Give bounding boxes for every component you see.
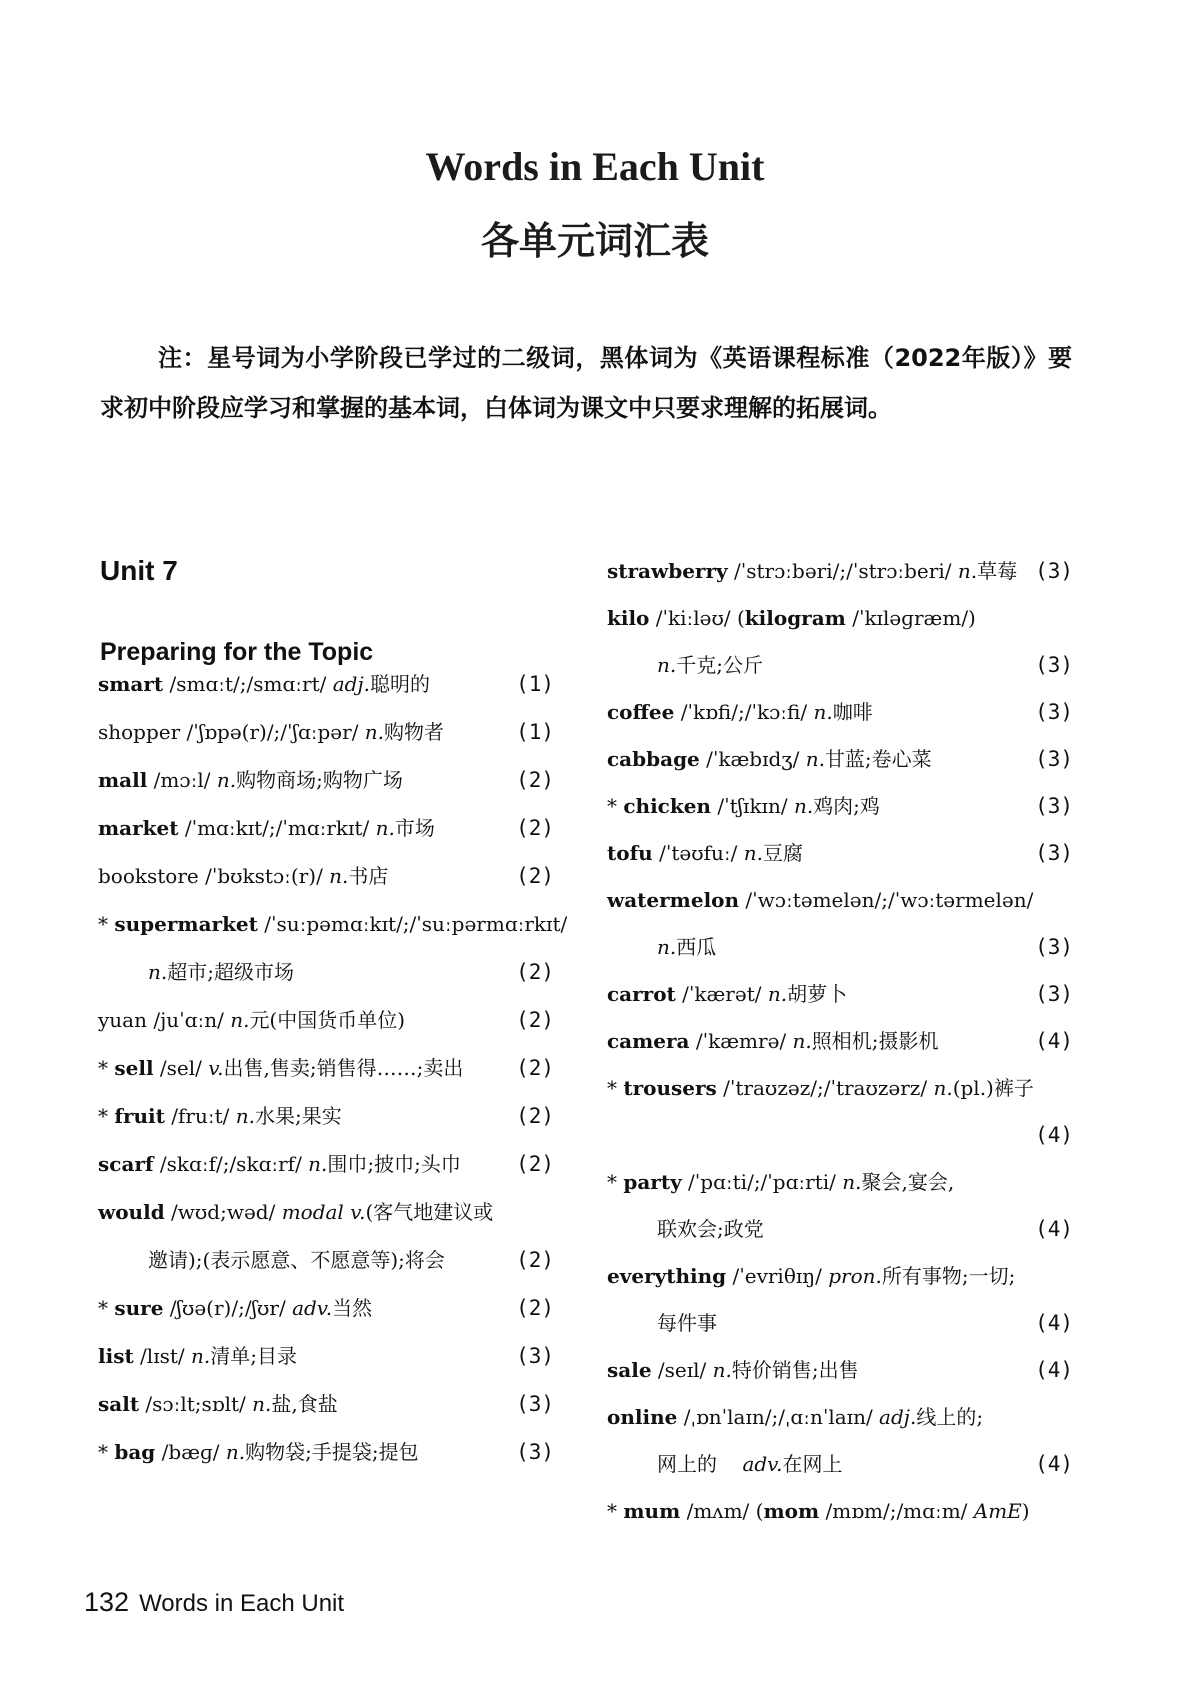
- vocab-entry: salt /sɔːlt;sɒlt/ n.盐,食盐 (3): [98, 1392, 554, 1416]
- page-title-zh: 各单元词汇表: [480, 219, 709, 263]
- vocab-entry-continuation: 邀请);(表示愿意、不愿意等);将会 (2): [148, 1248, 554, 1272]
- vocab-entry: online /ˌɒnˈlaɪn/;/ˌɑːnˈlaɪn/ adj.线上的;: [607, 1405, 984, 1429]
- vocab-entry: tofu /ˈtəʊfuː/ n.豆腐 (3): [607, 841, 1073, 865]
- vocab-entry: yuan /juˈɑːn/ n.元(中国货币单位) (2): [98, 1008, 554, 1032]
- vocab-entry: scarf /skɑːf/;/skɑːrf/ n.围巾;披巾;头巾 (2): [98, 1152, 554, 1176]
- vocab-entry: coffee /ˈkɒfi/;/ˈkɔːfi/ n.咖啡 (3): [607, 700, 1073, 724]
- vocab-entry-continuation: n.千克;公斤 (3): [657, 653, 1073, 677]
- vocab-entry: * sell /sel/ v.出售,售卖;销售得……;卖出 (2): [98, 1056, 554, 1080]
- section-heading: Preparing for the Topic: [100, 638, 374, 666]
- vocab-entry-continuation: 网上的 adv.在网上 (4): [657, 1452, 1073, 1476]
- vocab-entry-continuation: n.西瓜 (3): [657, 935, 1073, 959]
- vocab-entry-continuation: 每件事 (4): [657, 1311, 1073, 1335]
- vocab-entry: * chicken /ˈtʃɪkɪn/ n.鸡肉;鸡 (3): [607, 794, 1073, 818]
- note-paragraph: 注：星号词为小学阶段已学过的二级词，黑体词为《英语课程标准（2022年版）》要求初中阶段应学习和掌握的基本词，白体词为课文中只要求理解的拓展词。: [100, 344, 1072, 422]
- vocab-entry: strawberry /ˈstrɔːbəri/;/ˈstrɔːberi/ n.草莓 (3): [607, 559, 1073, 583]
- vocab-entry: camera /ˈkæmrə/ n.照相机;摄影机 (4): [607, 1029, 1073, 1053]
- vocab-entry: shopper /ˈʃɒpə(r)/;/ˈʃɑːpər/ n.购物者 (1): [98, 720, 554, 744]
- vocab-entry: would /wʊd;wəd/ modal v.(客气地建议或: [98, 1200, 494, 1224]
- vocab-entry: sale /seɪl/ n.特价销售;出售 (4): [607, 1358, 1073, 1382]
- page-footer: [84, 1587, 344, 1618]
- vocab-entry-continuation: 联欢会;政党 (4): [657, 1217, 1073, 1241]
- page-number: 132: [84, 1587, 130, 1617]
- vocab-entry: * sure /ʃʊə(r)/;/ʃʊr/ adv.当然 (2): [98, 1296, 554, 1320]
- page-title-en: Words in Each Unit: [425, 144, 765, 189]
- vocab-entry: * bag /bæɡ/ n.购物袋;手提袋;提包 (3): [98, 1440, 554, 1464]
- unit-heading: Unit 7: [100, 555, 178, 586]
- vocab-entry: smart /smɑːt/;/smɑːrt/ adj.聪明的 (1): [98, 672, 554, 696]
- vocab-entry: carrot /ˈkærət/ n.胡萝卜 (3): [607, 982, 1073, 1006]
- vocab-entry: cabbage /ˈkæbɪdʒ/ n.甘蓝;卷心菜 (3): [607, 747, 1073, 771]
- vocab-entry: * mum /mʌm/ (mom /mɒm/;/mɑːm/ AmE): [607, 1499, 1030, 1523]
- vocab-entry: everything /ˈevriθɪŋ/ pron.所有事物;一切;: [607, 1264, 1016, 1288]
- vocab-entry: watermelon /ˈwɔːtəmelən/;/ˈwɔːtərmelən/: [607, 888, 1034, 912]
- vocab-entry: market /ˈmɑːkɪt/;/ˈmɑːrkɪt/ n.市场 (2): [98, 816, 554, 840]
- vocab-entry: * supermarket /ˈsuːpəmɑːkɪt/;/ˈsuːpərmɑːrkɪt/: [98, 912, 568, 936]
- vocab-entry: mall /mɔːl/ n.购物商场;购物广场 (2): [98, 768, 554, 792]
- vocab-entry: * fruit /fruːt/ n.水果;果实 (2): [98, 1104, 554, 1128]
- vocab-entry: kilo /ˈkiːləʊ/ (kilogram /ˈkɪləɡræm/): [607, 606, 976, 630]
- vocab-entry-continuation: n.超市;超级市场 (2): [148, 960, 554, 984]
- vocab-entry: * trousers /ˈtraʊzəz/;/ˈtraʊzərz/ n.(pl.)裤子: [607, 1076, 1034, 1100]
- vocab-entry: bookstore /ˈbʊkstɔː(r)/ n.书店 (2): [98, 864, 554, 888]
- vocab-entry: * party /ˈpɑːti/;/ˈpɑːrti/ n.聚会,宴会,: [607, 1170, 955, 1194]
- vocab-entry-continuation: (4): [1035, 1123, 1073, 1147]
- footer-label: Words in Each Unit: [139, 1590, 345, 1617]
- vocab-entry: list /lɪst/ n.清单;目录 (3): [98, 1344, 554, 1368]
